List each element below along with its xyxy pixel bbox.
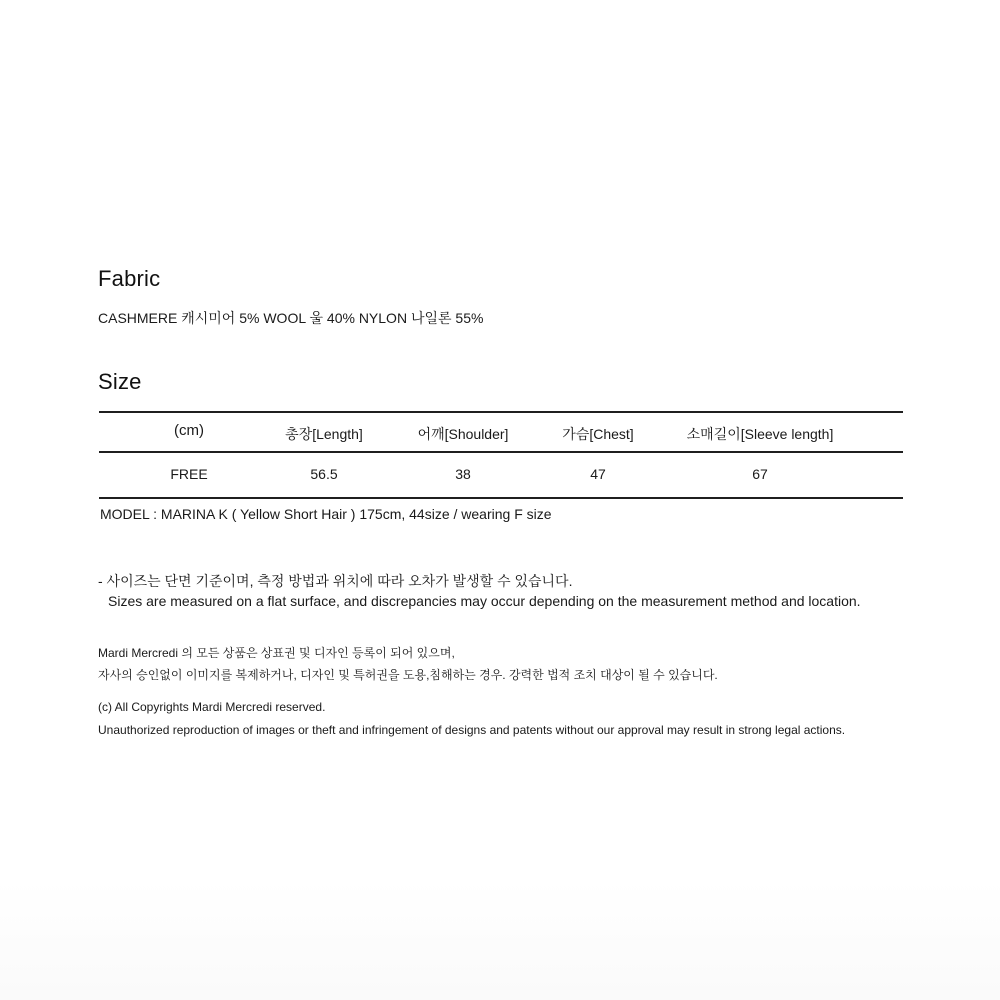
header-cell-length: 총장[Length] [285, 426, 363, 442]
table-top-rule [99, 411, 903, 413]
table-bottom-rule [99, 497, 903, 499]
table-header-rule [99, 451, 903, 453]
size-title: Size [98, 369, 142, 394]
size-note-korean: - 사이즈는 단면 기준이며, 측정 방법과 위치에 따라 오차가 발생할 수 있습니다. [98, 573, 573, 589]
legal-korean-line-2: 자사의 승인없이 이미지를 복제하거나, 디자인 및 특허권을 도용,침해하는 경우. 강력한 법적 조치 대상이 될 수 있습니다. [98, 668, 718, 682]
fabric-title: Fabric [98, 266, 161, 291]
header-cell-sleeve: 소매길이[Sleeve length] [686, 426, 834, 442]
bottom-fade [0, 880, 1000, 1000]
header-cell-chest: 가슴[Chest] [562, 426, 634, 442]
header-cell-unit: (cm) [174, 422, 204, 439]
copyright-line: (c) All Copyrights Mardi Mercredi reserved. [98, 700, 326, 714]
size-note-english: Sizes are measured on a flat surface, and discrepancies may occur depending on the measurement method and location. [108, 593, 861, 609]
row-cell-chest: 47 [590, 466, 606, 482]
row-cell-shoulder: 38 [455, 466, 471, 482]
legal-english-line: Unauthorized reproduction of images or theft and infringement of designs and patents without our approval may result in strong legal actions. [98, 723, 846, 737]
row-cell-length: 56.5 [310, 466, 338, 482]
row-cell-sleeve: 67 [752, 466, 768, 482]
row-cell-size: FREE [170, 466, 208, 482]
header-cell-shoulder: 어깨[Shoulder] [417, 426, 509, 442]
fabric-composition: CASHMERE 캐시미어 5% WOOL 울 40% NYLON 나일론 55% [98, 310, 484, 326]
model-info: MODEL : MARINA K ( Yellow Short Hair ) 175cm, 44size / wearing F size [100, 506, 552, 522]
legal-korean-line-1: Mardi Mercredi 의 모든 상품은 상표권 및 디자인 등록이 되어 있으며, [98, 646, 455, 660]
